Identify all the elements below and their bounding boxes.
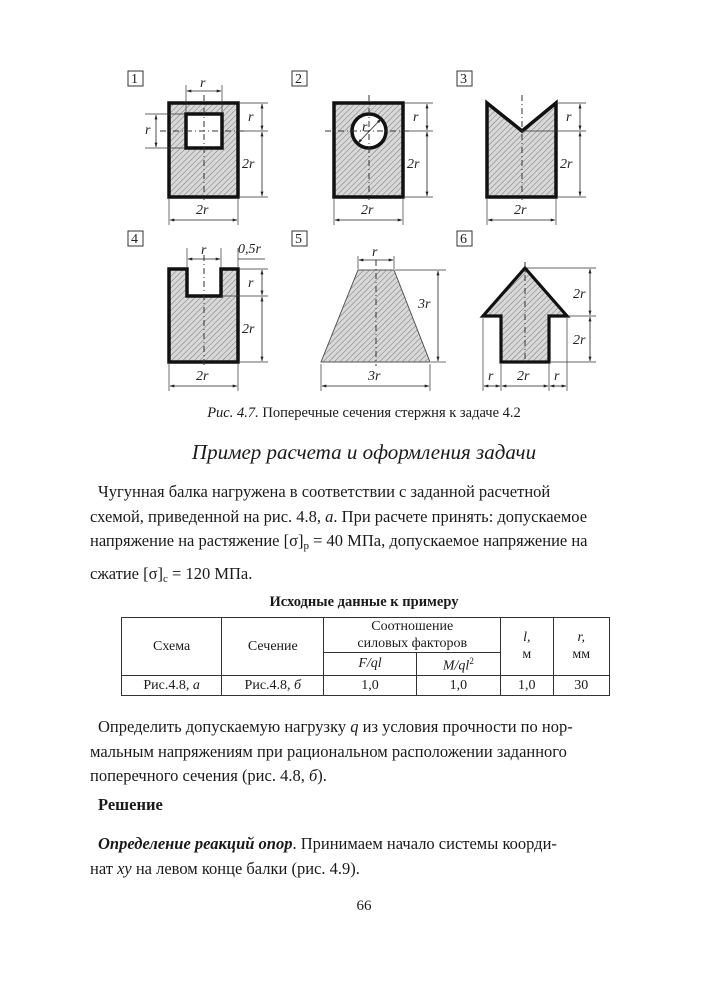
svg-text:3r: 3r — [368, 369, 381, 384]
cell-l: 1,0 — [501, 675, 553, 695]
header-r: r, мм — [553, 618, 609, 676]
intro-line-2: схемой, приведенной на рис. 4.8, а. При расчете принять: допускаемое — [90, 506, 588, 526]
svg-text:2r: 2r — [514, 203, 527, 218]
table-row — [122, 675, 610, 695]
task-line-3: поперечного сечения (рис. 4.8, б). — [90, 766, 327, 785]
table-title: Исходные данные к примеру — [269, 594, 459, 610]
figure-caption-text: Поперечные сечения стержня к задаче 4.2 — [258, 405, 521, 421]
svg-text:r: r — [145, 123, 151, 138]
header-m-ql2: $M/ql^2$ — [416, 653, 500, 676]
svg-text:2r: 2r — [242, 322, 255, 337]
section-2 — [292, 71, 433, 225]
cell-m-ql2: 1,0 — [416, 675, 500, 695]
solution-line-1: Определение реакций опор. Принимаем начало системы коорди- — [98, 834, 557, 853]
section-4 — [128, 231, 268, 391]
header-ratio: Соотношение силовых факторов — [324, 618, 501, 653]
svg-text:r: r — [554, 369, 560, 384]
page-number: 66 — [356, 898, 372, 914]
cross-sections-figure — [0, 0, 728, 400]
intro-paragraph — [90, 480, 656, 591]
svg-text:r: r — [201, 243, 207, 258]
svg-text:0,5r: 0,5r — [238, 242, 261, 257]
task-line-1: Определить допускаемую нагрузку q из условия прочности по нор- — [98, 717, 573, 736]
svg-text:3: 3 — [460, 72, 467, 87]
solution-paragraph — [90, 832, 656, 881]
section-5 — [292, 231, 446, 391]
svg-text:2r: 2r — [573, 333, 586, 348]
svg-text:r: r — [566, 110, 572, 125]
svg-text:4: 4 — [131, 232, 138, 247]
svg-text:2r: 2r — [407, 157, 420, 172]
solution-line-2: нат xy на левом конце балки (рис. 4.9). — [90, 858, 360, 878]
cell-section: Рис.4.8, б — [222, 675, 324, 695]
solution-heading: Решение — [98, 795, 163, 814]
svg-text:2r: 2r — [196, 369, 209, 384]
svg-text:2r: 2r — [560, 157, 573, 172]
cell-f-ql: 1,0 — [324, 675, 416, 695]
svg-text:r: r — [413, 110, 419, 125]
svg-text:r: r — [248, 276, 254, 291]
section-3 — [457, 71, 586, 225]
svg-text:6: 6 — [460, 232, 467, 247]
section-title: Пример расчета и оформления задачи — [191, 440, 537, 464]
svg-text:3r: 3r — [418, 297, 431, 312]
header-section: Сечение — [222, 618, 324, 676]
svg-text:r: r — [200, 76, 206, 91]
header-l: l, м — [501, 618, 553, 676]
svg-text:2r: 2r — [242, 157, 255, 172]
section-6 — [457, 231, 596, 391]
svg-text:2: 2 — [295, 72, 302, 87]
intro-line-3: напряжение на растяжение $[\sigma]_р = 40$ МПа, допускаемое напряжение на — [90, 531, 588, 552]
svg-text:2r: 2r — [573, 287, 586, 302]
svg-text:1: 1 — [131, 72, 138, 87]
task-line-2: мальным напряжениям при рациональном расположении заданного — [90, 741, 567, 761]
svg-text:r: r — [372, 245, 378, 260]
section-1 — [128, 71, 268, 225]
header-f-ql: F/ql — [324, 653, 416, 676]
svg-text:r: r — [488, 369, 494, 384]
svg-text:5: 5 — [295, 232, 302, 247]
header-scheme: Схема — [122, 618, 222, 676]
intro-line-4: сжатие $[\sigma]_с = 120$ МПа. — [90, 563, 253, 585]
figure-caption-label: Рис. 4.7. — [207, 405, 259, 421]
task-paragraph — [90, 715, 656, 789]
intro-line-1: Чугунная балка нагружена в соответствии с заданной расчетной — [98, 482, 551, 501]
svg-text:2r: 2r — [361, 203, 374, 218]
cell-r: 30 — [553, 675, 609, 695]
svg-text:r: r — [362, 120, 368, 135]
svg-text:2r: 2r — [517, 369, 530, 384]
cell-scheme: Рис.4.8, а — [122, 675, 222, 695]
figure-caption — [0, 405, 728, 422]
svg-text:r: r — [248, 110, 254, 125]
svg-text:2r: 2r — [196, 203, 209, 218]
input-data-table — [121, 617, 610, 696]
